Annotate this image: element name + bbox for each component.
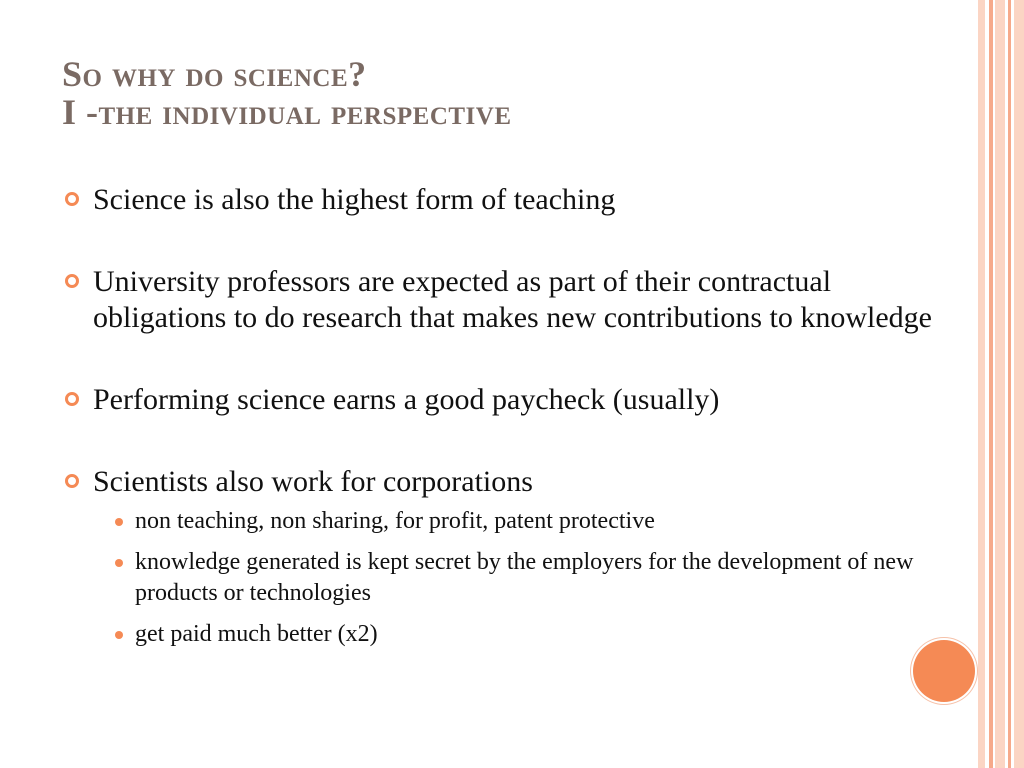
sub-bullet-item <box>93 506 943 537</box>
bullet-ring-icon <box>65 274 79 288</box>
sub-bullet-text: knowledge generated is kept secret by the employers for the development of new products or technologies <box>135 549 914 606</box>
sub-bullet-text: non teaching, non sharing, for profit, patent protective <box>135 508 655 534</box>
title-line-1: So why do science? <box>62 54 367 94</box>
sub-bullet-item <box>93 547 915 609</box>
decorative-stripe <box>989 0 993 768</box>
sub-bullet-dot-icon <box>115 518 123 526</box>
decorative-stripe <box>978 0 985 768</box>
bullet-item <box>63 182 943 218</box>
sub-bullet-item <box>93 619 943 650</box>
slide-title <box>62 55 512 131</box>
bullet-text: Performing science earns a good paycheck (usually) <box>93 383 720 416</box>
decorative-stripe <box>1014 0 1024 768</box>
sub-bullet-dot-icon <box>115 631 123 639</box>
bullet-text: Science is also the highest form of teaching <box>93 183 616 216</box>
decorative-stripe <box>1008 0 1011 768</box>
sub-bullet-text: get paid much better (x2) <box>135 621 378 647</box>
bullet-ring-icon <box>65 392 79 406</box>
sub-bullet-dot-icon <box>115 559 123 567</box>
bullet-text: Scientists also work for corporations <box>93 465 533 498</box>
bullet-item <box>63 464 943 650</box>
bullet-item <box>63 264 943 336</box>
bullet-ring-icon <box>65 192 79 206</box>
bullet-text: University professors are expected as part of their contractual obligations to do research that makes new contributions to knowledge <box>93 265 932 334</box>
bullet-list <box>63 182 943 650</box>
sub-bullet-list <box>93 506 943 650</box>
bullet-ring-icon <box>65 474 79 488</box>
title-line-2: I -the individual perspective <box>62 92 512 132</box>
decorative-stripe <box>995 0 1005 768</box>
bullet-item <box>63 382 943 418</box>
